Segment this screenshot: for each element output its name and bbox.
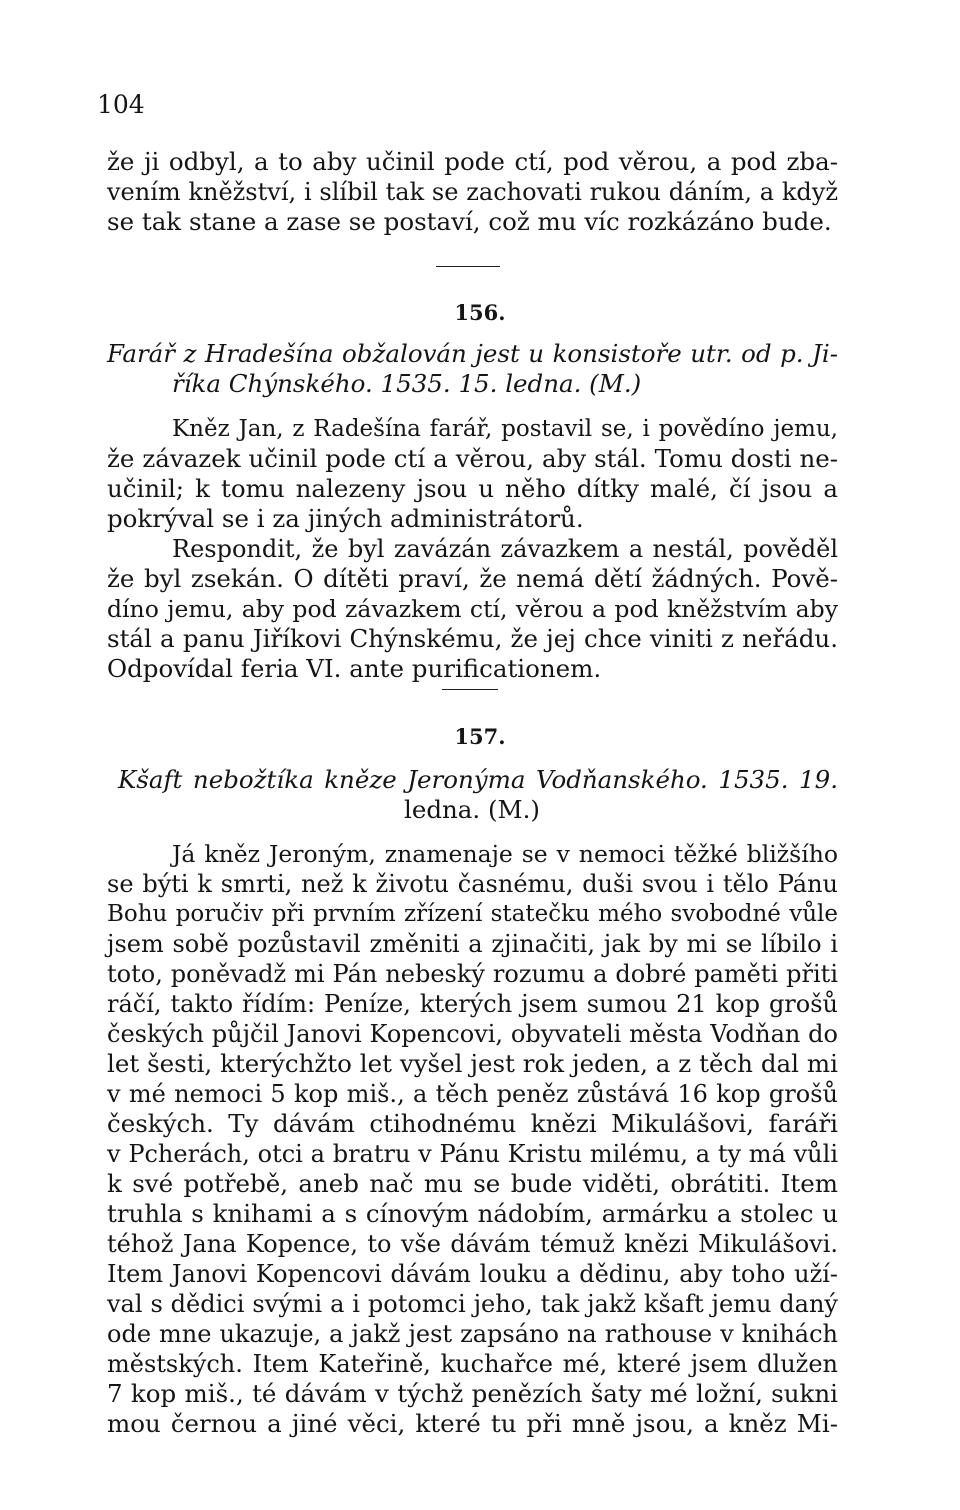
text-line: se býti k smrti, než k životu časnému, duši svou i tělo Pánu bbox=[107, 870, 838, 898]
text-line: vením kněžství, i slíbil tak se zachovati rukou dáním, a když bbox=[107, 178, 838, 206]
text-line: v mé nemoci 5 kop miš., a těch peněz zůstává 16 kop grošů bbox=[107, 1080, 838, 1108]
text-line: českých půjčil Janovi Kopencovi, obyvateli města Vodňan do bbox=[107, 1020, 838, 1048]
text-line: že byl zsekán. O dítěti praví, že nemá dětí žádných. Pově- bbox=[107, 564, 838, 593]
text-line: Já kněz Jeroným, znamenaje se v nemoci těžké bližšího bbox=[172, 840, 838, 868]
text-line: městských. Item Kateřině, kuchařce mé, které jsem dlužen bbox=[107, 1350, 838, 1378]
text-line: ode mne ukazuje, a jakž jest zapsáno na rathouse v knihách bbox=[107, 1320, 838, 1348]
page-number: 104 bbox=[97, 90, 145, 119]
text-line: 7 kop miš., té dávám v týchž penězích šaty mé ložní, sukni bbox=[107, 1379, 838, 1408]
section-title-line: říka Chýnského. 1535. 15. ledna. (M.) bbox=[172, 369, 642, 398]
text-line: Kněz Jan, z Radešína farář, postavil se, i povědíno jemu, bbox=[172, 416, 838, 442]
text-line: let šesti, kterýchžto let vyšel jest rok jeden, a z těch dal mi bbox=[107, 1049, 838, 1078]
text-line: truhla s knihami a s cínovým nádobím, armárku a stolec u bbox=[107, 1199, 838, 1228]
text-line: Bohu poručiv při prvním zřízení statečku mého svobodné vůle bbox=[107, 901, 838, 927]
text-line: Odpovídal feria VI. ante purificationem. bbox=[107, 654, 602, 683]
text-line: téhož Jana Kopence, to vše dávám témuž knězi Mikulášovi. bbox=[107, 1230, 838, 1258]
text-line: toto, poněvadž mi Pán nebeský rozumu a dobré paměti přiti bbox=[107, 960, 838, 988]
text-line: Item Janovi Kopencovi dávám louku a dědinu, aby toho uží- bbox=[107, 1260, 838, 1288]
text-line: val s dědici svými a i potomci jeho, tak jakž kšaft jemu daný bbox=[107, 1290, 838, 1318]
text-line: díno jemu, aby pod závazkem ctí, věrou a pod kněžstvím aby bbox=[107, 595, 838, 623]
text-line: stál a panu Jiříkovi Chýnskému, že jej chce viniti z neřádu. bbox=[107, 624, 838, 653]
section-divider bbox=[436, 266, 500, 267]
section-divider bbox=[442, 689, 498, 690]
text-line: se tak stane a zase se postaví, což mu víc rozkázáno bude. bbox=[107, 207, 832, 236]
text-line: učinil; k tomu nalezeny jsou u něho dítky malé, čí jsou a bbox=[107, 474, 838, 503]
text-line: pokrýval se i za jiných administrátorů. bbox=[107, 504, 584, 533]
text-line: mou černou a jiné věci, které tu při mně jsou, a kněz Mi- bbox=[107, 1409, 838, 1438]
section-number: 157. bbox=[454, 724, 506, 749]
text-line: že závazek učinil pode ctí a věrou, aby stál. Tomu dosti ne- bbox=[107, 444, 838, 473]
text-line: ráčí, takto řídím: Peníze, kterých jsem sumou 21 kop grošů bbox=[107, 990, 838, 1018]
text-line: že ji odbyl, a to aby učinil pode ctí, pod věrou, a pod zba- bbox=[107, 147, 838, 176]
text-line: jsem sobě pozůstavil změniti a zjinačiti, jak by mi se líbilo i bbox=[107, 930, 838, 958]
section-title-line: Kšaft nebožtíka kněze Jeronýma Vodňanského. 1535. 19. bbox=[118, 765, 838, 794]
text-line: k své potřebě, aneb nač mu se bude viděti, obrátiti. Item bbox=[107, 1169, 838, 1198]
text-line: v Pcherách, otci a bratru v Pánu Kristu milému, a ty má vůli bbox=[107, 1140, 838, 1168]
text-line: Respondit, že byl zavázán závazkem a nestál, pověděl bbox=[172, 535, 838, 563]
section-number: 156. bbox=[454, 300, 506, 325]
text-line: českých. Ty dávám ctihodnému knězi Mikulášovi, faráři bbox=[107, 1109, 838, 1138]
section-title-line: Farář z Hradešína obžalován jest u konsistoře utr. od p. Ji- bbox=[107, 339, 838, 368]
section-title-line: ledna. (M.) bbox=[404, 795, 540, 824]
